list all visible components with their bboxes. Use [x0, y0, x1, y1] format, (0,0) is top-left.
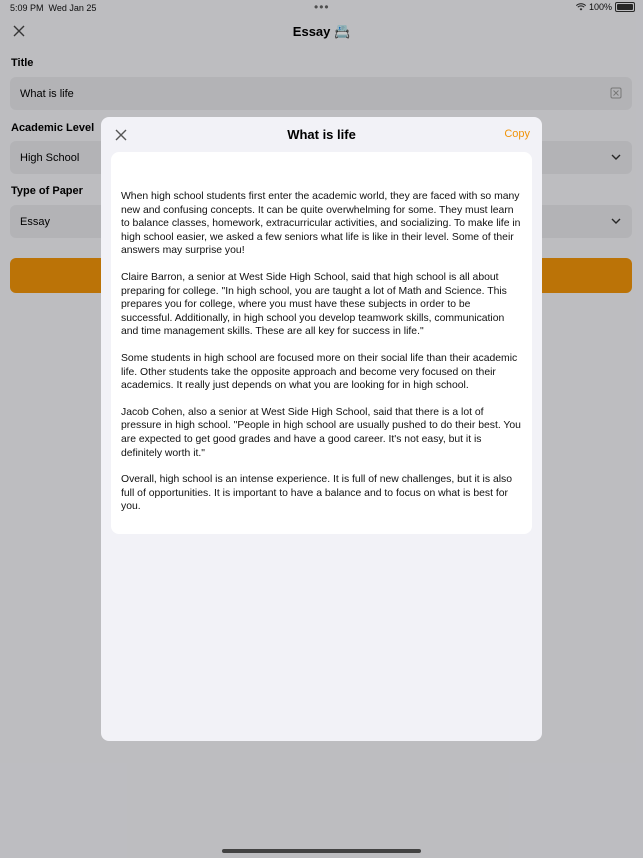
multitasking-dots-icon[interactable]: ••• — [314, 0, 330, 14]
copy-button[interactable]: Copy — [504, 128, 530, 140]
essay-paragraph: Overall, high school is an intense experience. It is full of new challenges, but it is also full of opportunities. It is important to have a balance and to focus on what is best for you. — [121, 474, 513, 513]
essay-paragraph: Claire Barron, a senior at West Side High School, said that high school is all about preparing for college. "In high school, you are taught a lot of Math and Science. This prepares you for college, where you must have these subjects in order to be successful. Additionally, in high school you develop teamwork skills, communication and time management skills. These are all key for success in life." — [121, 271, 507, 338]
essay-paragraph: When high school students first enter the academic world, they are faced with so many new and confusing concepts. It can be quite overwhelming for some. They must learn to balance classes, homework, extracurricular activities, and socializing. To make life in high school easier, we asked a few seniors what life is like in their level. Some of their answers may surprise you! — [121, 191, 521, 257]
title-input-value: What is life — [20, 87, 74, 100]
title-label: Title — [11, 57, 34, 69]
modal-title: What is life — [287, 127, 356, 142]
essay-paragraph: Jacob Cohen, also a senior at West Side High School, said that there is a lot of pressure in high school. "People in high school are usually pushed to do their best. You are expected to get good grades and have a good career. It's not easy, but it is definitely worth it." — [121, 406, 521, 459]
page-title: Essay 📇 — [292, 24, 351, 39]
academic-level-value: High School — [20, 151, 80, 164]
paper-type-value: Essay — [20, 215, 50, 228]
battery-percent: 100% — [588, 2, 612, 12]
academic-level-label: Academic Level — [11, 122, 95, 134]
paper-type-label: Type of Paper — [11, 185, 83, 197]
essay-result-modal — [101, 117, 542, 741]
essay-paragraph: Some students in high school are focused more on their social life than their academic life. Other students take the opposite approach and become very focused on their academics. It really just depends on what you are looking for in high school. — [121, 352, 518, 392]
essay-text-area[interactable] — [111, 152, 532, 534]
status-time: 5:09 PM Wed Jan 25 — [10, 3, 97, 13]
